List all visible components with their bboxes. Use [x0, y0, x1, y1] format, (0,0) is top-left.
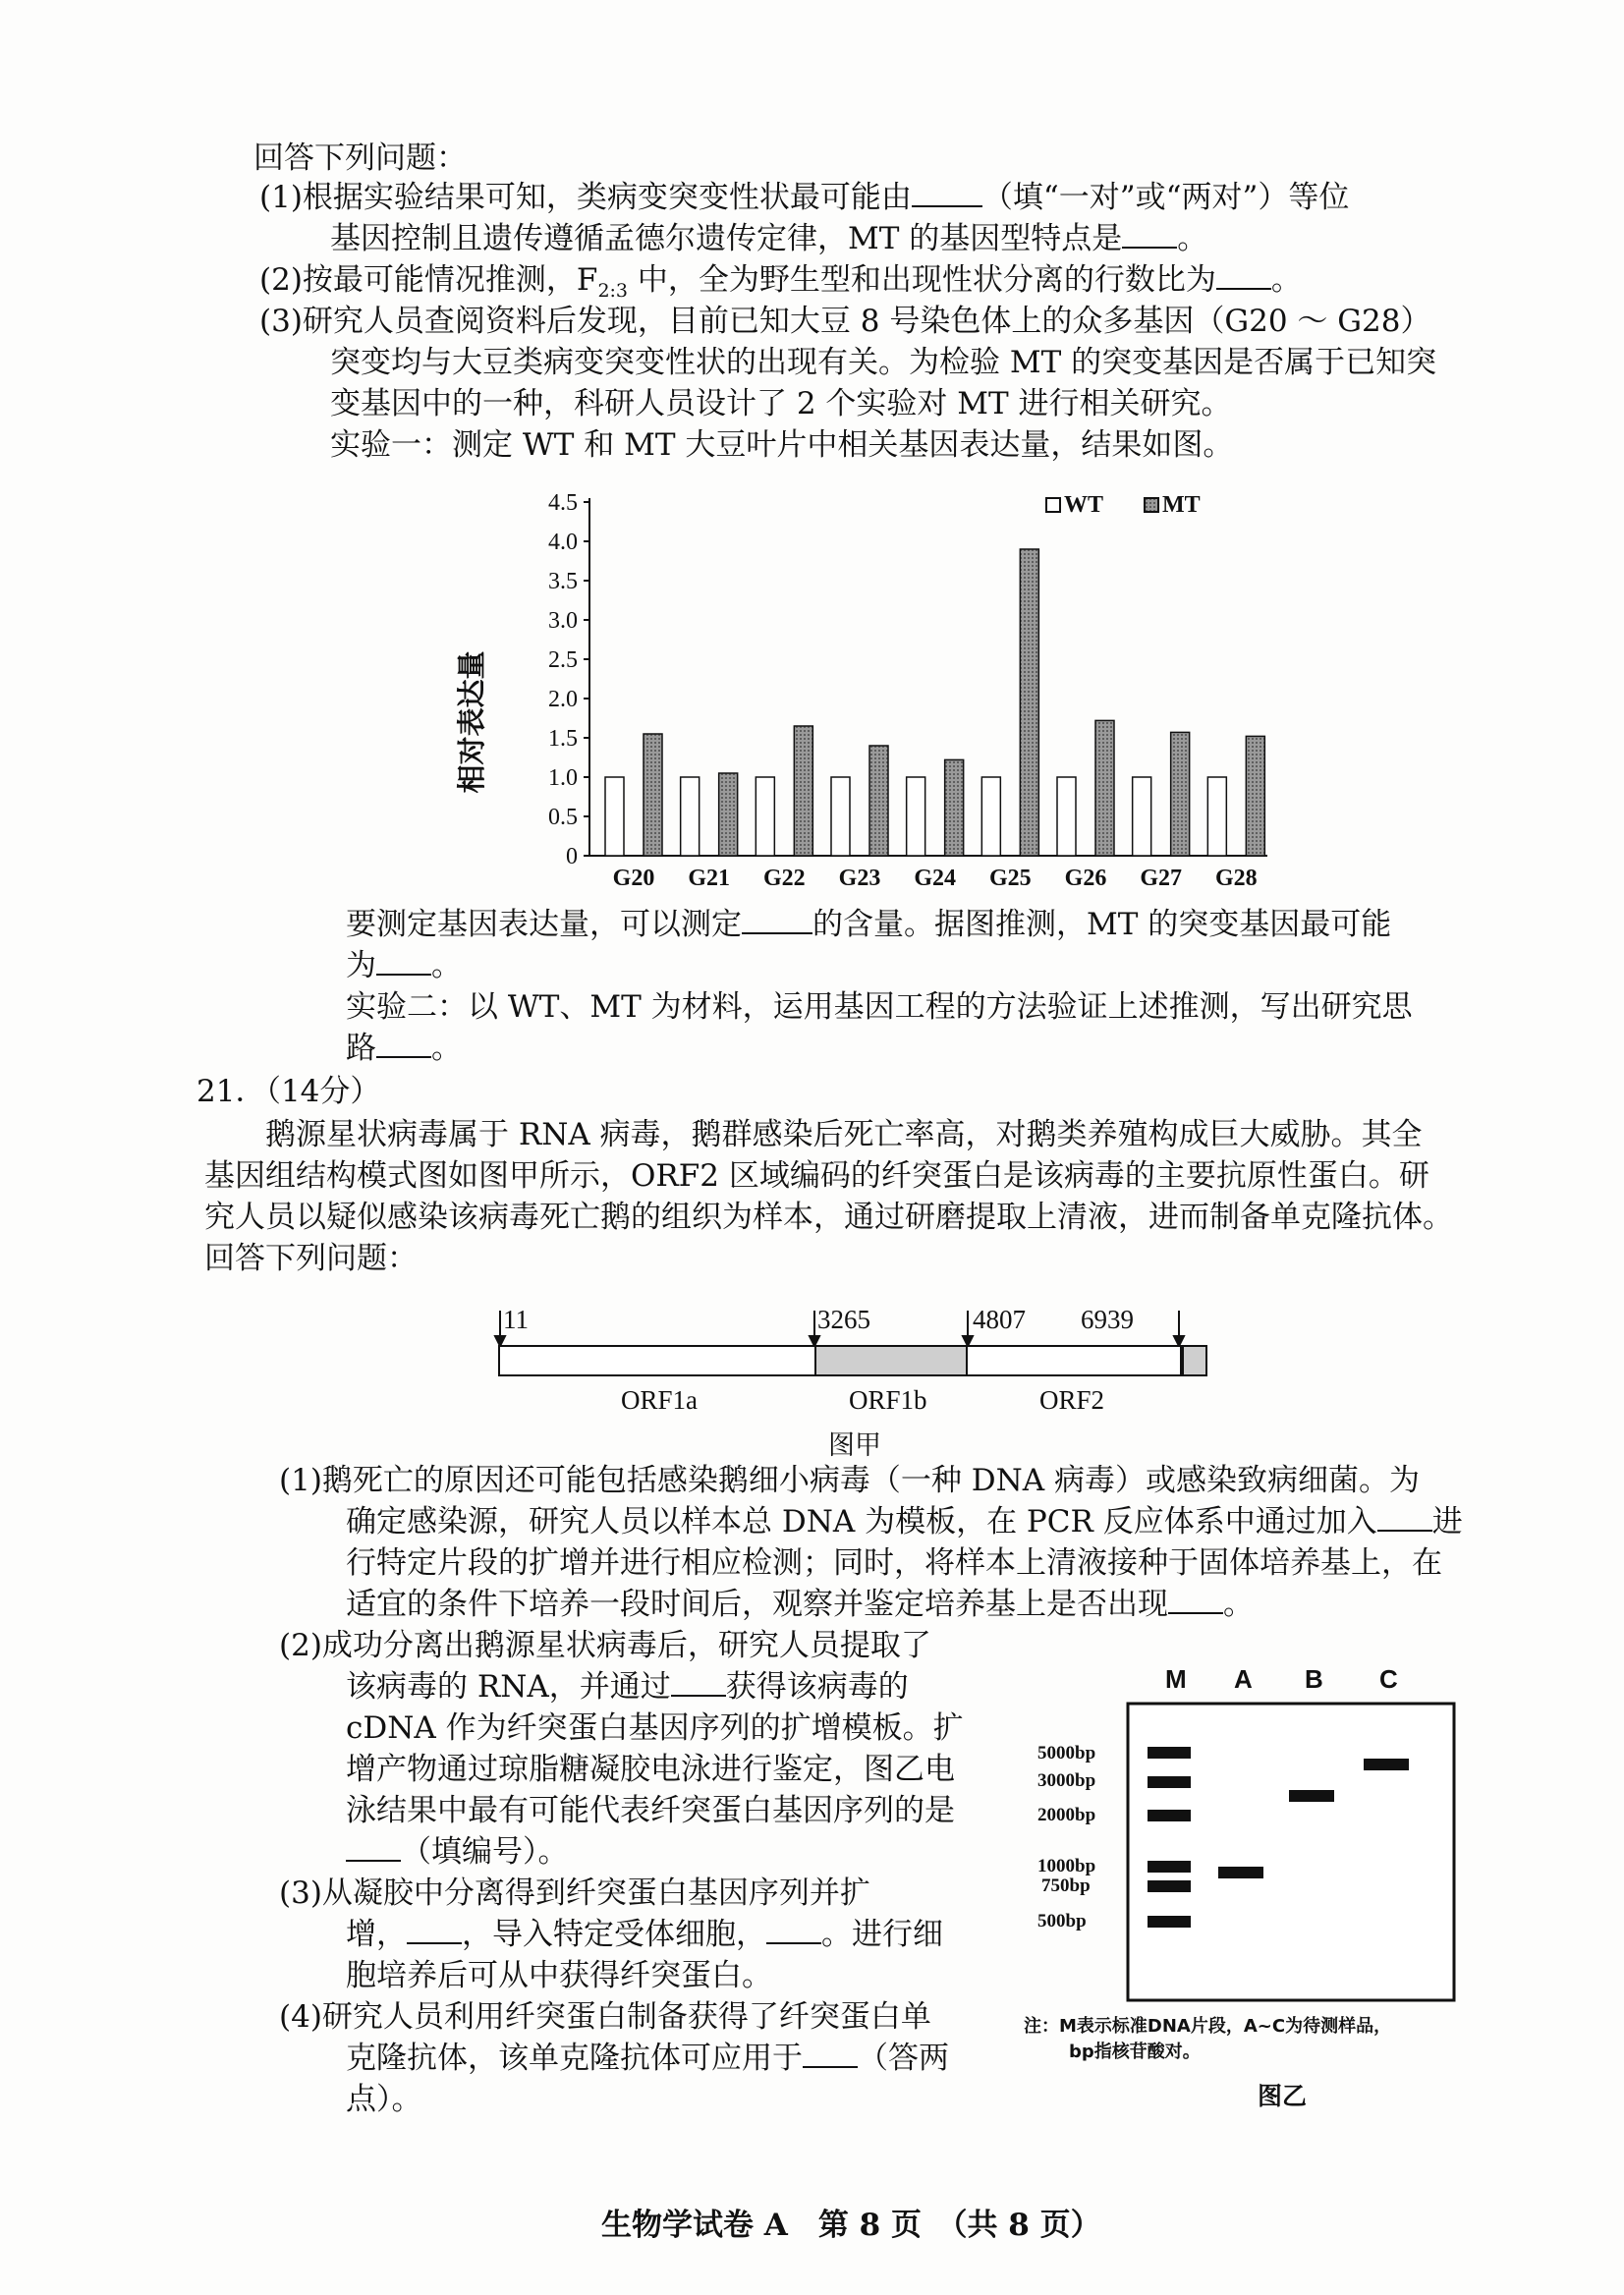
q20-part2-number: (2) — [259, 262, 303, 298]
answer-blank[interactable] — [1168, 1585, 1223, 1614]
marker-label-1000: 1000bp — [1037, 1856, 1096, 1876]
q20-intro: 回答下列问题： — [253, 140, 467, 176]
q20-experiment2-line2 — [346, 1028, 462, 1069]
genome-structure-diagram — [472, 1295, 1238, 1462]
q21-part2-line3: cDNA 作为纤突蛋白基因序列的扩增模板。扩 — [346, 1710, 964, 1746]
text: ，导入特定受体细胞， — [462, 1917, 766, 1952]
bar-mt-g26 — [1095, 720, 1114, 856]
q21-part3-number: (3) — [279, 1875, 322, 1911]
text: （答两 — [858, 2041, 949, 2076]
text: 适宜的条件下培养一段时间后，观察并鉴定培养基上是否出现 — [346, 1587, 1168, 1622]
text: 。 — [431, 948, 462, 983]
text: 为 — [346, 948, 376, 983]
sample-c-band — [1364, 1759, 1409, 1770]
expression-bar-chart — [442, 486, 1287, 909]
figure-yi-caption: 图乙 — [1258, 2082, 1308, 2110]
y-tick-label: 1.5 — [548, 726, 578, 752]
q20-part1-line2 — [330, 218, 1207, 259]
text: 研究人员查阅资料后发现，目前已知大豆 8 号染色体上的众多基因（G20 ～ G28） — [302, 304, 1431, 339]
bar-mt-g24 — [945, 759, 964, 856]
q21-intro-line1: 鹅源星状病毒属于 RNA 病毒，鹅群感染后死亡率高，对鹅类养殖构成巨大威胁。其全 — [265, 1117, 1423, 1152]
answer-blank[interactable] — [376, 946, 431, 976]
q20-part3-line3: 变基因中的一种，科研人员设计了 2 个实验对 MT 进行相关研究。 — [330, 386, 1232, 421]
bar-mt-g23 — [869, 746, 888, 856]
x-tick-label: G26 — [1064, 866, 1107, 891]
q21-part2-line5: 泳结果中最有可能代表纤突蛋白基因序列的是 — [346, 1793, 955, 1828]
q21-part3-line1 — [279, 1873, 870, 1914]
q20-experiment2-line1: 实验二：以 WT、MT 为材料，运用基因工程的方法验证上述推测，写出研究思 — [346, 989, 1413, 1025]
bar-wt-g25 — [981, 777, 1000, 856]
x-tick-label: G24 — [914, 866, 957, 891]
q20-after-chart-line2 — [346, 945, 462, 986]
text: （填编号）。 — [401, 1834, 569, 1870]
sample-b-band — [1289, 1790, 1334, 1802]
q21-part2-line4: 增产物通过琼脂糖凝胶电泳进行鉴定，图乙电 — [346, 1752, 955, 1787]
bar-wt-g26 — [1057, 777, 1076, 856]
text: 中，全为野生型和出现性状分离的行数比为 — [628, 262, 1216, 298]
q20-part1-number: (1) — [259, 180, 303, 215]
q20-part3-line2: 突变均与大豆类病变突变性状的出现有关。为检验 MT 的突变基因是否属于已知突 — [330, 345, 1437, 380]
q21-part1-line3: 行特定片段的扩增并进行相应检测；同时，将样本上清液接种于固体培养基上，在 — [346, 1545, 1442, 1581]
figure-jia-caption: 图甲 — [828, 1430, 881, 1461]
y-tick-label: 2.0 — [548, 687, 578, 712]
marker-band-3000 — [1148, 1776, 1191, 1788]
q21-part4-line3: 点）。 — [346, 2082, 422, 2117]
x-tick-label: G25 — [988, 866, 1032, 891]
text: 从凝胶中分离得到纤突蛋白基因序列并扩 — [321, 1875, 870, 1911]
q21-part2-line2 — [346, 1666, 909, 1707]
text: 研究人员利用纤突蛋白制备获得了纤突蛋白单 — [321, 1999, 931, 2035]
y-tick-label: 3.5 — [548, 569, 578, 594]
marker-label-3000: 3000bp — [1037, 1770, 1096, 1791]
marker-band-1000 — [1148, 1861, 1191, 1873]
position-label-4807: 4807 — [973, 1305, 1026, 1334]
bar-wt-g24 — [907, 777, 925, 856]
x-tick-label: G28 — [1214, 866, 1258, 891]
q21-part4-line1 — [279, 1996, 931, 2038]
position-label-6939: 6939 — [1081, 1305, 1134, 1334]
text: 增， — [346, 1917, 407, 1952]
bar-wt-g22 — [756, 777, 774, 856]
x-tick-label: G22 — [762, 866, 806, 891]
bar-mt-g20 — [644, 734, 662, 856]
marker-label-2000: 2000bp — [1037, 1805, 1096, 1825]
marker-label-5000: 5000bp — [1037, 1743, 1096, 1763]
y-tick-label: 2.5 — [548, 647, 578, 673]
text: 确定感染源，研究人员以样本总 DNA 为模板，在 PCR 反应体系中通过加入 — [346, 1504, 1377, 1539]
y-tick-label: 0 — [566, 844, 578, 869]
position-label-11: 11 — [503, 1305, 529, 1334]
text: 。进行细 — [821, 1917, 943, 1952]
x-tick-label: G20 — [612, 866, 655, 891]
text: 。 — [1177, 221, 1208, 256]
q20-part1-line1 — [259, 177, 1349, 218]
q20-part3-line1 — [259, 301, 1430, 342]
lane-label-m: M — [1165, 1664, 1187, 1694]
q20-part3-number: (3) — [259, 304, 303, 339]
q21-part1-number: (1) — [279, 1463, 322, 1498]
lane-label-a: A — [1234, 1664, 1253, 1694]
legend-label-wt: WT — [1064, 492, 1104, 518]
q21-part1-line2 — [346, 1501, 1463, 1542]
text: 获得该病毒的 — [725, 1669, 909, 1705]
marker-label-500: 500bp — [1037, 1911, 1087, 1931]
y-tick-label: 4.0 — [548, 530, 578, 555]
x-tick-label: G21 — [688, 866, 731, 891]
y-tick-label: 4.5 — [548, 490, 578, 516]
q21-part3-line2 — [346, 1914, 943, 1955]
orf1a-segment — [499, 1346, 815, 1375]
q21-part3-line3: 胞培养后可从中获得纤突蛋白。 — [346, 1958, 772, 1993]
text: 进 — [1431, 1504, 1463, 1539]
gel-electrophoresis-figure — [1022, 1660, 1533, 2112]
text: 。 — [431, 1031, 462, 1066]
answer-blank[interactable] — [742, 905, 812, 934]
sample-a-band — [1218, 1867, 1263, 1878]
x-tick-label: G27 — [1140, 866, 1183, 891]
orf2-label: ORF2 — [1039, 1385, 1105, 1415]
x-tick-label: G23 — [838, 866, 881, 891]
q21-part2-line6 — [346, 1831, 569, 1873]
subscript: 2:3 — [597, 280, 629, 303]
gel-note-line1: 注：M表示标准DNA片段，A~C为待测样品， — [1024, 2016, 1392, 2037]
bar-mt-g22 — [794, 726, 812, 856]
y-tick-label: 3.0 — [548, 608, 578, 634]
legend-label-mt: MT — [1162, 492, 1201, 518]
marker-band-500 — [1148, 1916, 1191, 1928]
q21-intro-line4: 回答下列问题： — [204, 1241, 418, 1276]
q21-part2-number: (2) — [279, 1628, 322, 1663]
q21-part1-line1 — [279, 1460, 1420, 1501]
legend-swatch-mt — [1145, 498, 1158, 512]
q21-part2-line1 — [279, 1625, 931, 1666]
text: 该病毒的 RNA，并通过 — [346, 1669, 671, 1705]
bar-wt-g27 — [1133, 777, 1151, 856]
text: 路 — [346, 1031, 376, 1066]
orf1b-segment — [815, 1346, 967, 1375]
q20-experiment1: 实验一：测定 WT 和 MT 大豆叶片中相关基因表达量，结果如图。 — [330, 427, 1234, 463]
answer-blank[interactable] — [346, 1832, 401, 1862]
marker-label-750: 750bp — [1041, 1875, 1091, 1896]
lane-label-b: B — [1305, 1664, 1323, 1694]
y-axis-title: 相对表达量 — [455, 650, 488, 794]
bar-mt-g21 — [719, 773, 738, 856]
text: 基因控制且遗传遵循孟德尔遗传定律，MT 的基因型特点是 — [330, 221, 1123, 256]
q21-part4-number: (4) — [279, 1999, 322, 2035]
orf1a-label: ORF1a — [621, 1385, 699, 1415]
answer-blank[interactable] — [671, 1667, 726, 1697]
bar-wt-g23 — [831, 777, 850, 856]
text: 根据实验结果可知，类病变突变性状最可能由 — [302, 180, 912, 215]
y-tick-label: 1.0 — [548, 765, 578, 791]
tail-segment — [1183, 1346, 1206, 1375]
bar-wt-g21 — [681, 777, 700, 856]
text: 。 — [1270, 262, 1302, 298]
text: 的含量。据图推测，MT 的突变基因最可能 — [812, 907, 1392, 942]
q21-part1-line4 — [346, 1584, 1254, 1625]
bar-mt-g25 — [1020, 549, 1038, 856]
legend-swatch-wt — [1046, 498, 1060, 512]
position-label-3265: 3265 — [817, 1305, 870, 1334]
marker-band-5000 — [1148, 1747, 1191, 1759]
q21-header: 21．（14分） — [196, 1074, 381, 1109]
q21-part4-line2 — [346, 2038, 949, 2079]
answer-blank[interactable] — [1377, 1502, 1432, 1532]
marker-band-2000 — [1148, 1810, 1191, 1821]
text: 克隆抗体，该单克隆抗体可应用于 — [346, 2041, 803, 2076]
answer-blank[interactable] — [1216, 260, 1271, 290]
lane-label-c: C — [1379, 1664, 1398, 1694]
text: 鹅死亡的原因还可能包括感染鹅细小病毒（一种 DNA 病毒）或感染致病细菌。为 — [321, 1463, 1420, 1498]
text: 按最可能情况推测，F — [302, 262, 598, 298]
bar-mt-g27 — [1171, 732, 1190, 856]
answer-blank[interactable] — [766, 1915, 821, 1944]
gel-note-line2: bp指核苷酸对。 — [1069, 2042, 1201, 2062]
answer-blank[interactable] — [1122, 219, 1177, 249]
marker-band-750 — [1148, 1880, 1191, 1892]
bar-mt-g28 — [1246, 736, 1264, 856]
page-footer: 生物学试卷 A 第 8 页 （共 8 页） — [601, 2208, 1101, 2243]
bar-wt-g28 — [1207, 777, 1226, 856]
q21-intro-line2: 基因组结构模式图如图甲所示，ORF2 区域编码的纤突蛋白是该病毒的主要抗原性蛋白。研 — [204, 1158, 1429, 1194]
text: 。 — [1223, 1587, 1254, 1622]
q21-intro-line3: 究人员以疑似感染该病毒死亡鹅的组织为样本，通过研磨提取上清液，进而制备单克隆抗体。 — [204, 1200, 1453, 1235]
answer-blank[interactable] — [803, 2039, 858, 2068]
bar-wt-g20 — [605, 777, 624, 856]
text: 成功分离出鹅源星状病毒后，研究人员提取了 — [321, 1628, 931, 1663]
answer-blank[interactable] — [376, 1029, 431, 1058]
q20-after-chart-line1 — [346, 904, 1391, 945]
text: （填“一对”或“两对”）等位 — [981, 180, 1350, 215]
orf2-segment — [967, 1346, 1181, 1375]
answer-blank[interactable] — [912, 178, 982, 207]
y-tick-label: 0.5 — [548, 805, 578, 830]
orf1b-label: ORF1b — [849, 1385, 927, 1415]
text: 要测定基因表达量，可以测定 — [346, 907, 742, 942]
answer-blank[interactable] — [407, 1915, 462, 1944]
